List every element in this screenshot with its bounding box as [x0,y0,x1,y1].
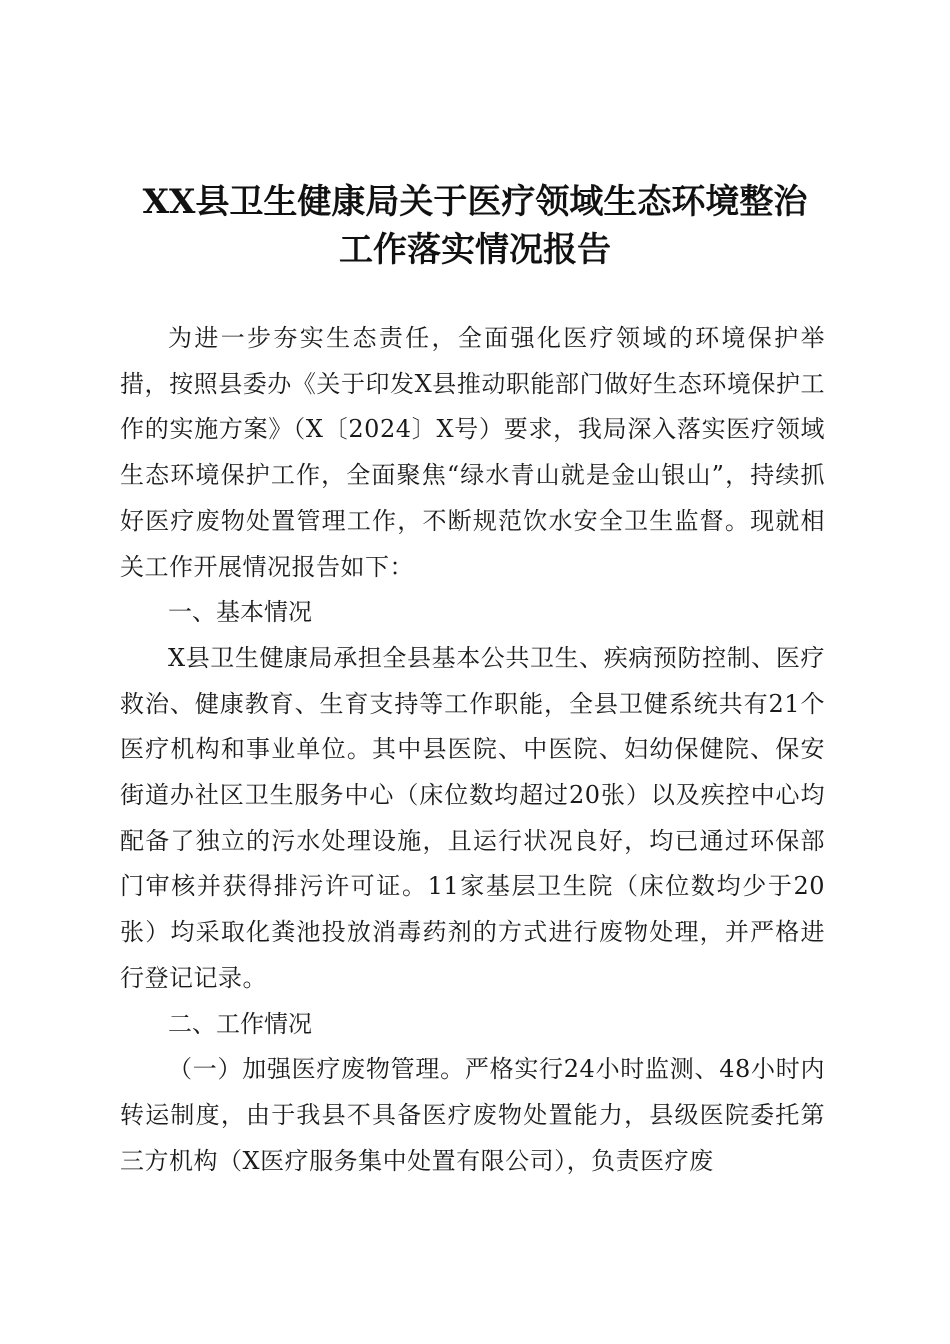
document-title [100,178,850,274]
medical-waste-paragraph [120,1047,825,1184]
title-line-1: XX县卫生健康局关于医疗领域生态环境整治 [142,182,808,222]
section-heading-basic: 一、基本情况 [168,598,312,627]
document-body [120,316,825,1184]
title-line-2: 工作落实情况报告 [339,230,611,270]
section-heading-work: 二、工作情况 [168,1009,312,1038]
intro-paragraph: 为进一步夯实生态责任，全面强化医疗领域的环境保护举措，按照县委办《关于印发X县推动职能部门做好生态环境保护工作的实施方案》（X〔2024〕X号）要求，我局深入落实医疗领域生态环境保护工作，全面聚焦“绿水青山就是金山银山”，持续抓好医疗废物处置管理工作，不断规范饮水安全卫生监督。现就相关工作开展情况报告如下： [120,324,825,581]
basic-situation-paragraph: X县卫生健康局承担全县基本公共卫生、疾病预防控制、医疗救治、健康教育、生育支持等工作职能，全县卫健系统共有21个医疗机构和事业单位。其中县医院、中医院、妇幼保健院、保安街道办社区卫生服务中心（床位数均超过20张）以及疾控中心均配备了独立的污水处理设施，且运行状况良好，均已通过环保部门审核并获得排污许可证。11家基层卫生院（床位数均少于20张）均采取化粪池投放消毒药剂的方式进行废物处理，并严格进行登记记录。 [120,643,825,992]
subsection-body: 严格实行24小时监测、48小时内转运制度，由于我县不具备医疗废物处置能力，县级医院委托第三方机构（X医疗服务集中处置有限公司），负责医疗废 [120,1055,826,1175]
subsection-lead: （一）加强医疗废物管理。 [168,1055,465,1084]
